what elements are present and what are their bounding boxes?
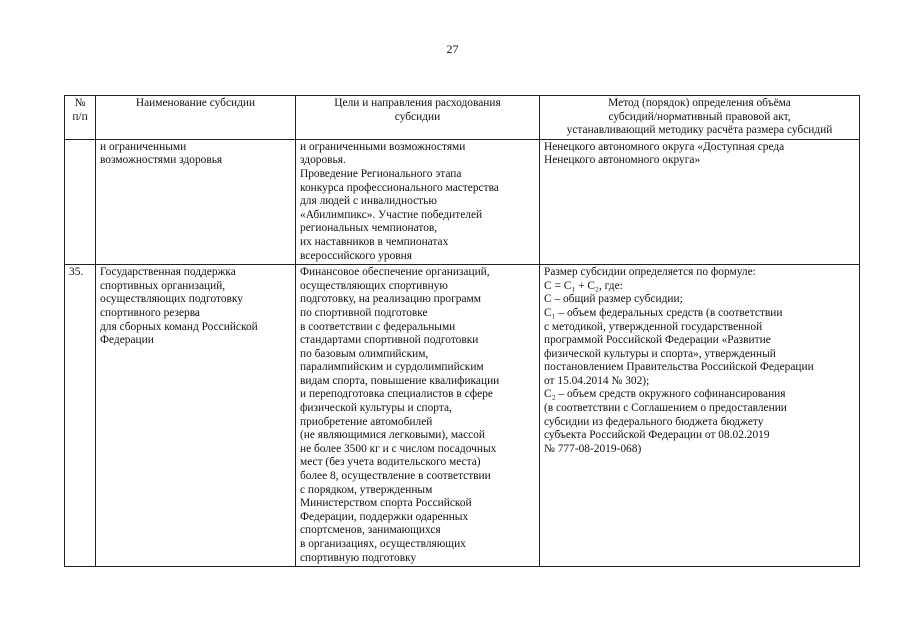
table-row xyxy=(65,265,860,567)
header-subsidy-name: Наименование субсидии xyxy=(96,96,296,140)
page-number: 27 xyxy=(446,42,459,56)
row-subsidy-name: Государственная поддержка спортивных организаций, осуществляющих подготовку спортивного резерва для сборных команд Российской Федерации xyxy=(96,265,296,567)
table-header-row xyxy=(65,96,860,140)
row-number xyxy=(65,139,96,264)
row-goals: и ограниченными возможностями здоровья. Проведение Регионального этапа конкурса профессионального мастерства для людей с инвалидностью «Абилимпикс». Участие победителей региональных чемпионатов, их наставников в чемпионатах всероссийского уровня xyxy=(296,139,540,264)
header-method: Метод (порядок) определения объёма субсидий/нормативный правовой акт, устанавливающий методику расчёта размера субсидий xyxy=(540,96,860,140)
row-number: 35. xyxy=(65,265,96,567)
row-method: Размер субсидии определяется по формуле: С = С₁ + С₂, где: С – общий размер субсидии; С₁ – объем федеральных средств (в соответствии с методикой, утвержденной государственной программой Российской Федерации «Развитие физической культуры и спорта», утвержденный постановлением Правительства Российской Федерации от 15.04.2014 № 302); С₂ – объем средств окружного софинансирования (в соответствии с Соглашением о предоставлении субсидии из федерального бюджета бюджету субъекта Российской Федерации от 08.02.2019 № 777-08-2019-068) xyxy=(540,265,860,567)
subsidy-table xyxy=(64,95,860,567)
row-method: Ненецкого автономного округа «Доступная среда Ненецкого автономного округа» xyxy=(540,139,860,264)
table-row xyxy=(65,139,860,264)
row-goals: Финансовое обеспечение организаций, осуществляющих спортивную подготовку, на реализацию программ по спортивной подготовке в соответствии с федеральными стандартами спортивной подготовки по базовым олимпийским, паралимпийским и сурдолимпийским видам спорта, повышение квалификации и переподготовка специалистов в сфере физической культуры и спорта, приобретение автомобилей (не являющимися легковыми), массой не более 3500 кг и с числом посадочных мест (без учета водительского места) более 8, осуществление в соответствии с порядком, утвержденным Министерством спорта Российской Федерации, поддержки одаренных спортсменов, занимающихся в организациях, осуществляющих спортивную подготовку xyxy=(296,265,540,567)
row-subsidy-name: и ограниченными возможностями здоровья xyxy=(96,139,296,264)
header-goals: Цели и направления расходования субсидии xyxy=(296,96,540,140)
header-number: № п/п xyxy=(65,96,96,140)
